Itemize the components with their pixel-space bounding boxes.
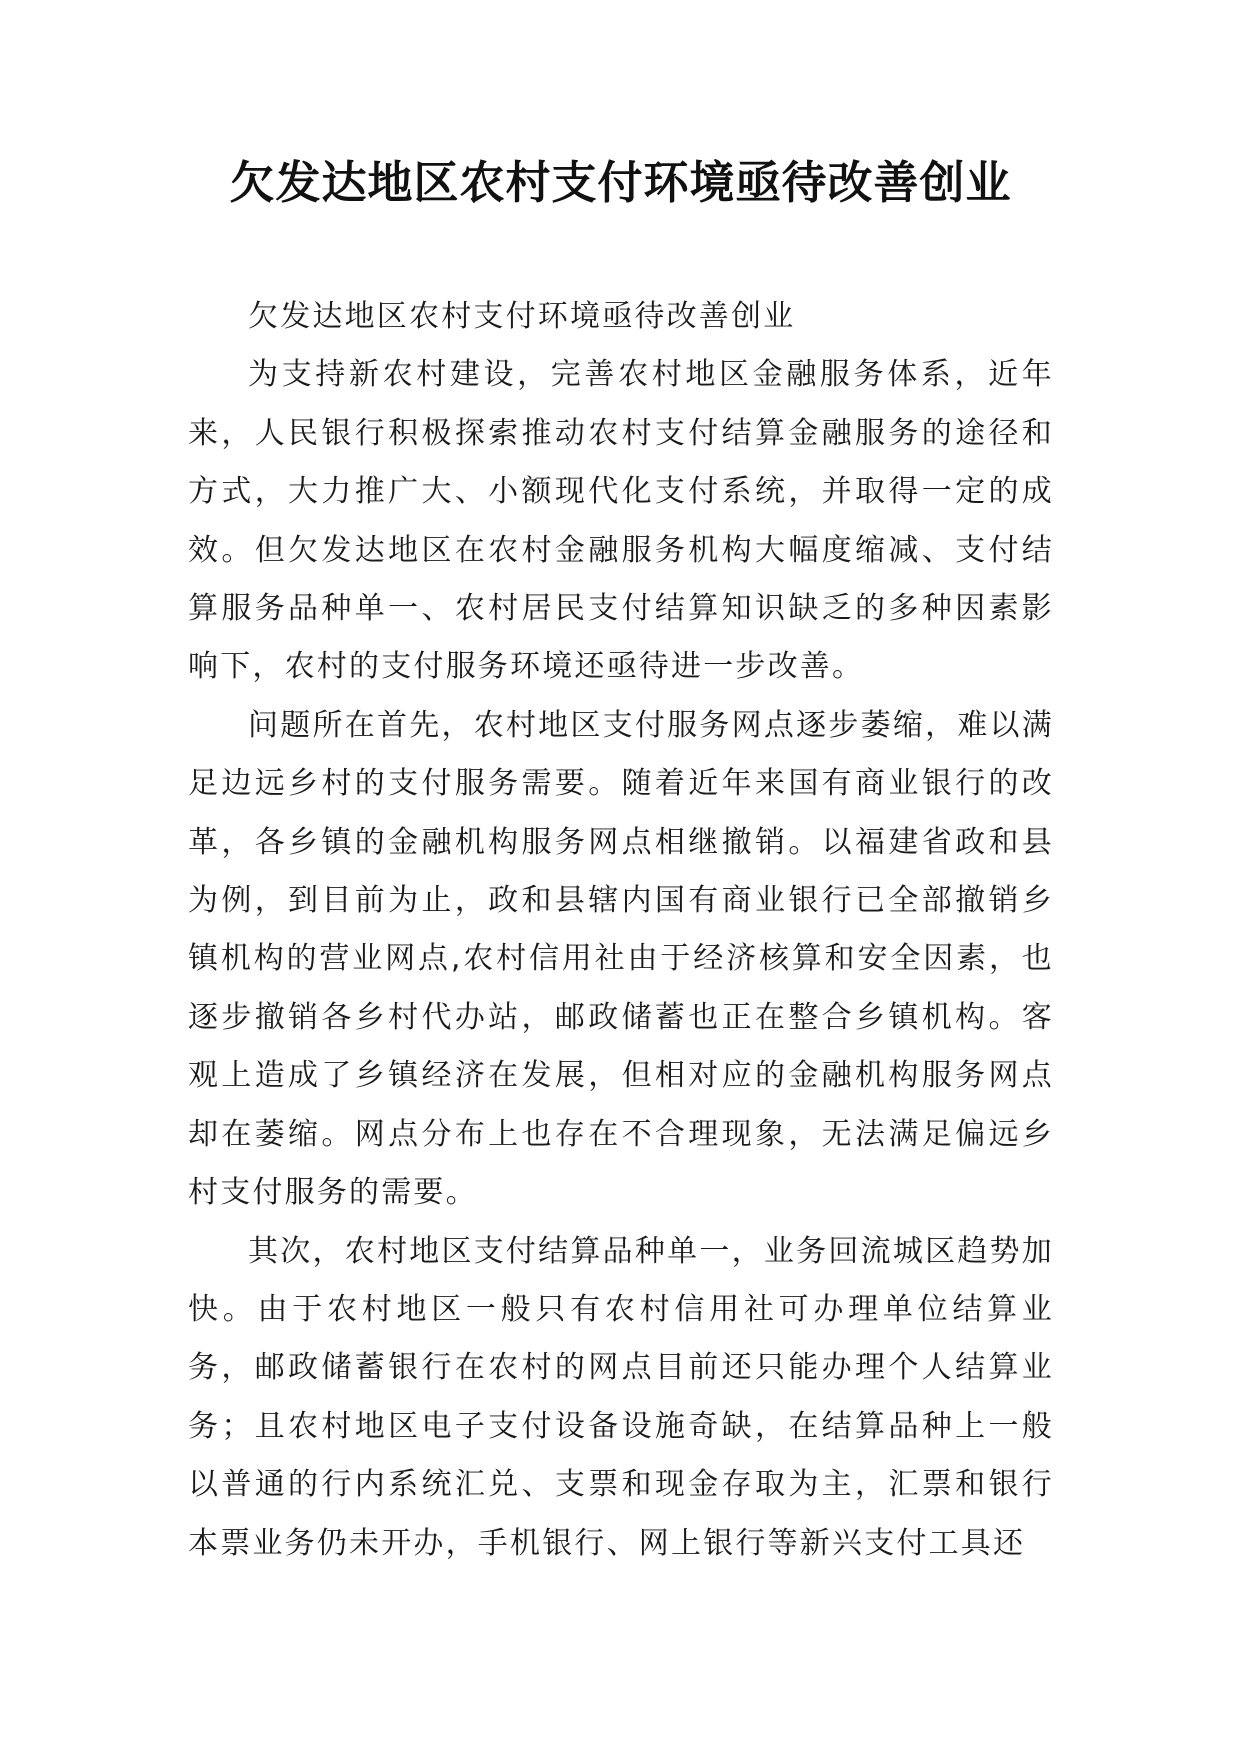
- paragraph-subtitle: 欠发达地区农村支付环境亟待改善创业: [248, 299, 796, 334]
- paragraph-intro: 为支持新农村建设，完善农村地区金融服务体系，近年来，人民银行积极探索推动农村支付结算金融服务的途径和方式，大力推广大、小额现代化支付系统，并取得一定的成效。但欠发达地区在农村金融服务机构大幅度缩减、支付结算服务品种单一、农村居民支付结算知识缺乏的多种因素影响下，农村的支付服务环境还亟待进一步改善。: [188, 357, 1054, 685]
- document-body: [188, 288, 1054, 1573]
- paragraph-second-issue: 其次，农村地区支付结算品种单一，业务回流城区趋势加快。由于农村地区一般只有农村信用社可办理单位结算业务，邮政储蓄银行在农村的网点目前还只能办理个人结算业务；且农村地区电子支付设备设施奇缺，在结算品种上一般以普通的行内系统汇兑、支票和现金存取为主，汇票和银行本票业务仍未开办，手机银行、网上银行等新兴支付工具还: [188, 1233, 1054, 1561]
- paragraph-first-issue: 问题所在首先，农村地区支付服务网点逐步萎缩，难以满足边远乡村的支付服务需要。随着近年来国有商业银行的改革，各乡镇的金融机构服务网点相继撤销。以福建省政和县为例，到目前为止，政和县辖内国有商业银行已全部撤销乡镇机构的营业网点,农村信用社由于经济核算和安全因素，也逐步撤销各乡村代办站，邮政储蓄也正在整合乡镇机构。客观上造成了乡镇经济在发展，但相对应的金融机构服务网点却在萎缩。网点分布上也存在不合理现象，无法满足偏远乡村支付服务的需要。: [188, 707, 1054, 1211]
- document-title: 欠发达地区农村支付环境亟待改善创业: [229, 156, 1012, 209]
